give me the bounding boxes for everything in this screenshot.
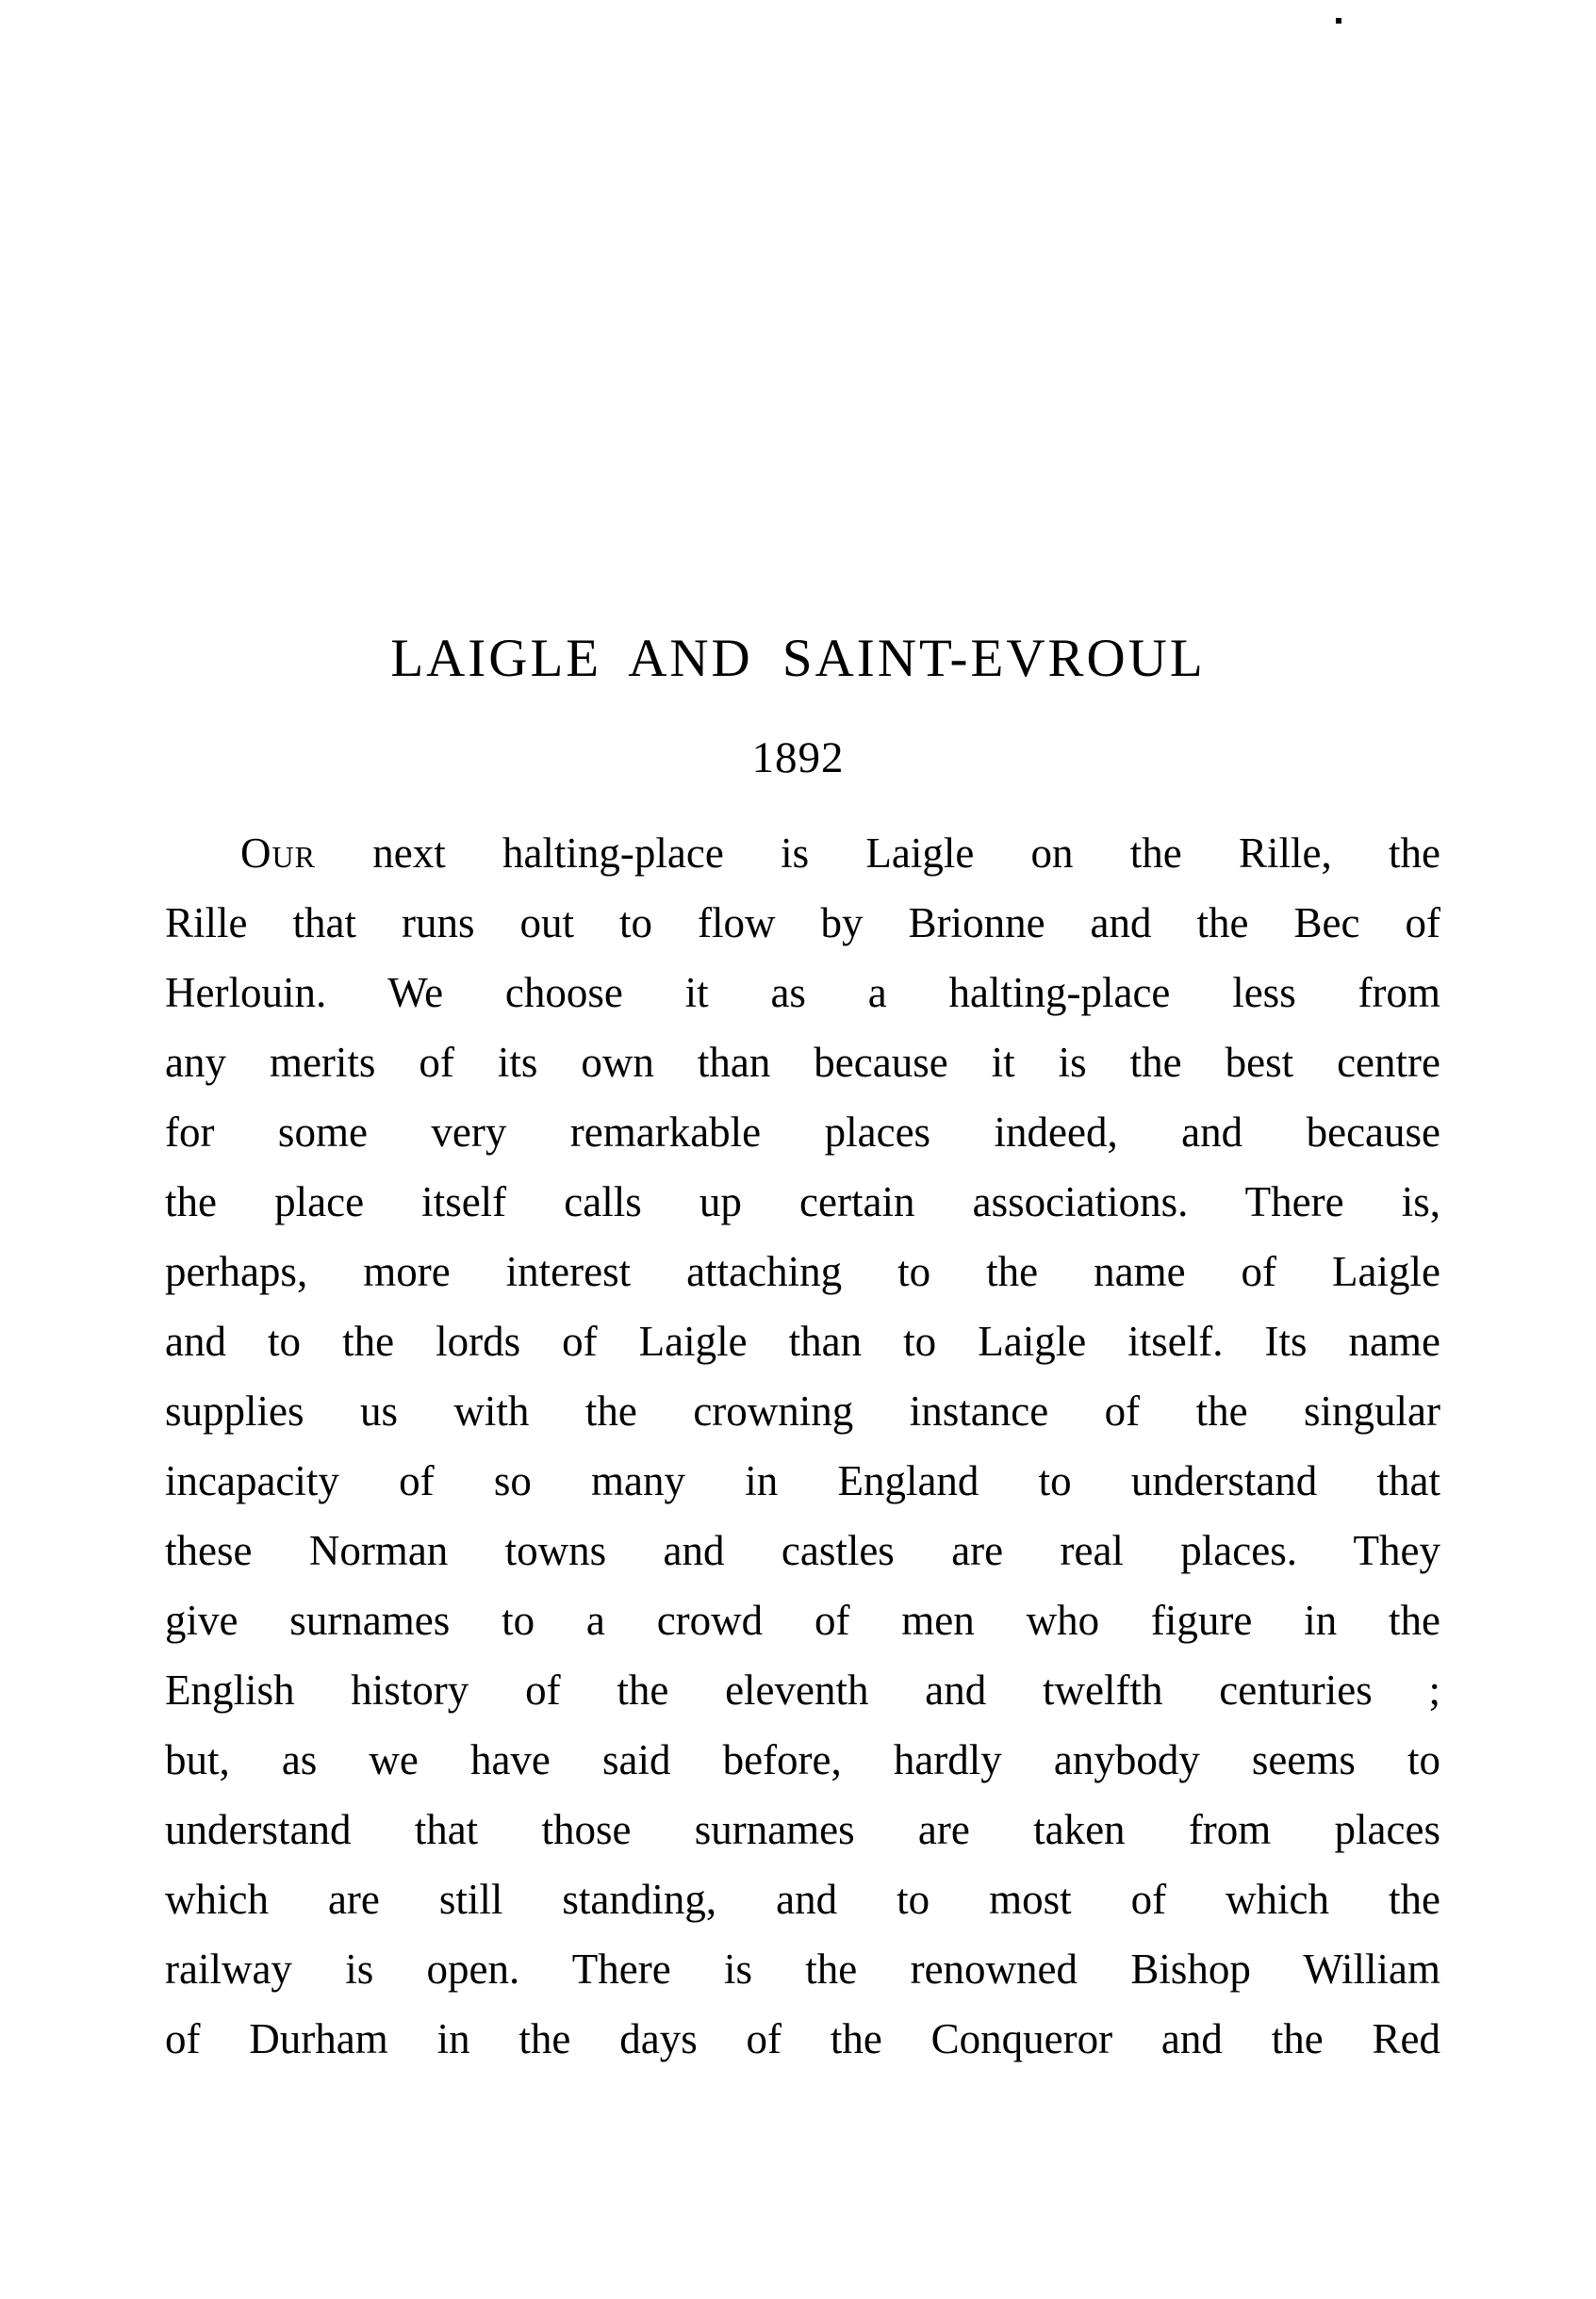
text-line: supplies us with the crowning instance of the singular	[165, 1388, 1440, 1435]
text-line: Herlouin. We choose it as a halting-place less from	[165, 969, 1440, 1016]
text-line: for some very remarkable places indeed, and because	[165, 1108, 1440, 1156]
text-line	[165, 818, 1440, 888]
text-line: these Norman towns and castles are real places. They	[165, 1527, 1440, 1574]
body-paragraph	[165, 818, 1440, 2074]
text-line: of Durham in the days of the Conqueror and the Red	[165, 2015, 1440, 2062]
text-line: English history of the eleventh and twelfth centuries ;	[165, 1667, 1440, 1714]
text-line: any merits of its own than because it is the best centre	[165, 1039, 1440, 1086]
scan-speck	[1336, 18, 1341, 24]
text-line: Rille that runs out to flow by Brionne and the Bec of	[165, 899, 1440, 946]
chapter-year: 1892	[751, 733, 845, 782]
text-line: the place itself calls up certain associations. There is,	[165, 1178, 1440, 1225]
text-line: and to the lords of Laigle than to Laigle itself. Its name	[165, 1318, 1440, 1365]
text-line: but, as we have said before, hardly anybody seems to	[165, 1736, 1440, 1783]
text-line: give surnames to a crowd of men who figure in the	[165, 1597, 1440, 1644]
text-line: railway is open. There is the renowned Bishop William	[165, 1946, 1440, 1993]
text-line: understand that those surnames are taken from places	[165, 1806, 1440, 1853]
lead-word: Our	[240, 829, 316, 877]
text-line: incapacity of so many in England to understand that	[165, 1457, 1440, 1504]
text-line: perhaps, more interest attaching to the name of Laigle	[165, 1248, 1440, 1295]
text-line: which are still standing, and to most of which the	[165, 1876, 1440, 1923]
line-text: next halting-place is Laigle on the Rille, the	[372, 829, 1441, 877]
chapter-title: LAIGLE AND SAINT-EVROUL	[390, 629, 1206, 688]
